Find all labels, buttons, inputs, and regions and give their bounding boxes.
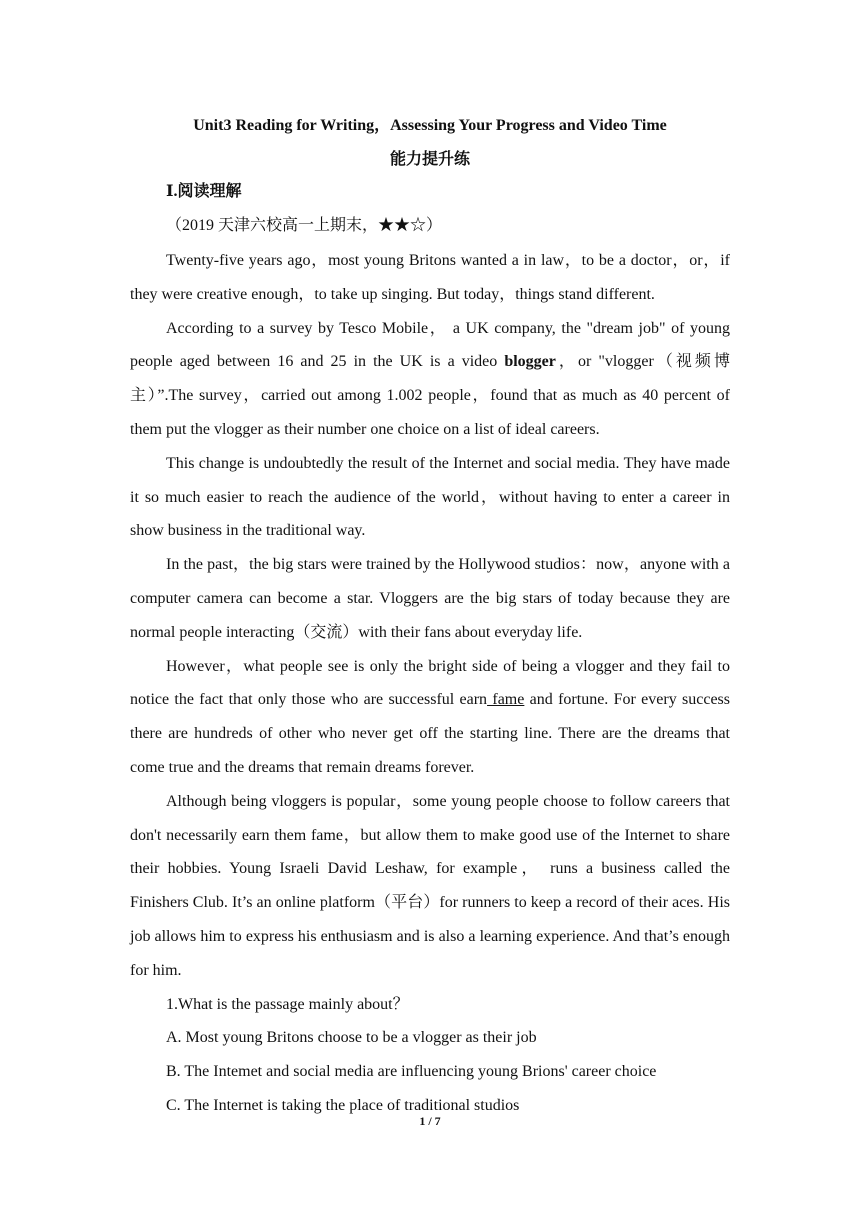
- page-title: Unit3 Reading for Writing，Assessing Your Progress and Video Time: [193, 117, 667, 134]
- option-c: C. The Internet is taking the place of traditional studios: [166, 1096, 520, 1114]
- page-number: 1 / 7: [419, 1114, 441, 1128]
- paragraph-5: [130, 650, 730, 785]
- paragraph-2-text-b: ，or "vlogger（视频博主）”.The survey，carried out among 1.002 people，found that as much as 40 percent of them put the vlogger as their number one choice on a list of ideal careers.: [130, 353, 730, 438]
- passage-body: [130, 244, 730, 1123]
- question-stem: 1.What is the passage mainly about？: [166, 995, 409, 1013]
- paragraph-4: In the past，the big stars were trained by the Hollywood studios：now，anyone with a computer camera can become a star. Vloggers are the big stars of today because they are normal people interacting（交流）with their fans about everyday life.: [130, 556, 730, 641]
- paragraph-5-text-a: However，what people see is only the bright side of being a vlogger and they fail to notice the fact that only those who are successful earn: [130, 657, 730, 709]
- page-subtitle: 能力提升练: [389, 151, 470, 168]
- paragraph-3: This change is undoubtedly the result of the Internet and social media. They have made it so much easier to reach the audience of the world，without having to enter a career in show business in the traditional way.: [130, 454, 730, 540]
- source-note: （2019 天津六校高一上期末，★★☆）: [166, 217, 443, 234]
- underlined-word-fame: fame: [487, 691, 525, 709]
- option-b: B. The Intemet and social media are influencing young Brions' career choice: [166, 1063, 657, 1081]
- paragraph-5-text-b: and fortune. For every success there are hundreds of other who never get off the starting line. There are the dreams that come true and the dreams that remain dreams forever.: [130, 691, 730, 776]
- bold-word-blogger: blogger: [504, 353, 556, 371]
- paragraph-2: [130, 312, 730, 447]
- paragraph-6: Although being vloggers is popular，some young people choose to follow careers that don't necessarily earn them fame，but allow them to make good use of the Internet to share their hobbies. Young Israeli David Leshaw, for example， runs a business called the Finishers Club. It’s an online platform（平台）for runners to keep a record of their aces. His job allows him to express his enthusiasm and is also a learning experience. And that’s enough for him.: [130, 792, 730, 979]
- paragraph-1: Twenty-five years ago，most young Britons wanted a in law，to be a doctor，or，if they were creative enough，to take up singing. But today，things stand different.: [130, 252, 730, 303]
- option-a: A. Most young Britons choose to be a vlogger as their job: [166, 1029, 537, 1047]
- section-heading: Ⅰ.阅读理解: [166, 183, 242, 200]
- paragraph-2-text-a: According to a survey by Tesco Mobile， a UK company, the "dream job" of young people aged between 16 and 25 in the UK is a video: [130, 319, 730, 371]
